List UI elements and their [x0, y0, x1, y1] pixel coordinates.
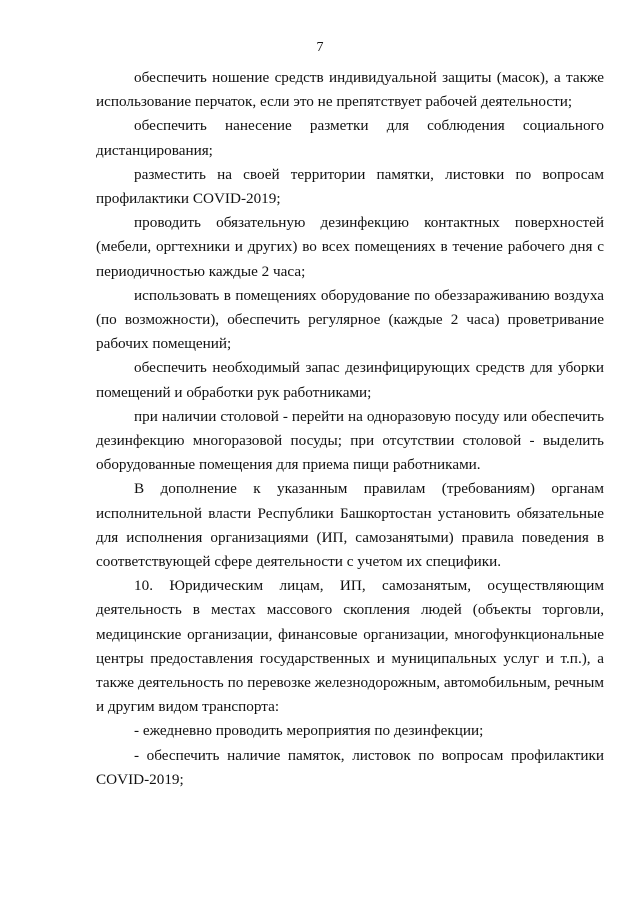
paragraph-canteen: при наличии столовой - перейти на одноразовую посуду или обеспечить дезинфекцию многоразовой посуды; при отсутствии столовой - выделить оборудованные помещения для приема пищи работниками. — [96, 407, 604, 474]
paragraph-leaflets: разместить на своей территории памятки, листовки по вопросам профилактики COVID-2019; — [96, 165, 604, 208]
page-number: 7 — [316, 40, 324, 55]
paragraph-distancing: обеспечить нанесение разметки для соблюдения социального дистанцирования; — [96, 117, 604, 159]
paragraph-air-treatment: использовать в помещениях оборудование по обеззараживанию воздуха (по возможности), обеспечить регулярное (каждые 2 часа) проветривание рабочих помещений; — [96, 286, 604, 353]
paragraph-masks: обеспечить ношение средств индивидуальной защиты (масок), а также использование перчаток, если это не препятствует рабочей деятельности; — [96, 69, 604, 111]
paragraph-disinfectant-supply: обеспечить необходимый запас дезинфицирующих средств для уборки помещений и обработки рук работниками; — [96, 359, 604, 401]
list-item-leaflets: - обеспечить наличие памяток, листовок по вопросам профилактики COVID-2019; — [96, 746, 604, 788]
document-body — [96, 66, 604, 792]
paragraph-item-10: 10. Юридическим лицам, ИП, самозанятым, осуществляющим деятельность в местах массового скопления людей (объекты торговли, медицинские организации, финансовые организации, многофункциональные центры предоставления государственных и муниципальных услуг и т.п.), а также деятельность по перевозке железнодорожным, автомобильным, речным и другим видом транспорта: — [96, 577, 604, 716]
paragraph-additional-rules: В дополнение к указанным правилам (требованиям) органам исполнительной власти Республики Башкортостан установить обязательные для исполнения организациями (ИП, самозанятыми) правила поведения в соответствующей сфере деятельности с учетом их специфики. — [96, 480, 604, 571]
paragraph-disinfection: проводить обязательную дезинфекцию контактных поверхностей (мебели, оргтехники и других) во всех помещениях в течение рабочего дня с периодичностью каждые 2 часа; — [96, 214, 604, 280]
list-item-daily-disinfection: - ежедневно проводить мероприятия по дезинфекции; — [134, 722, 484, 740]
